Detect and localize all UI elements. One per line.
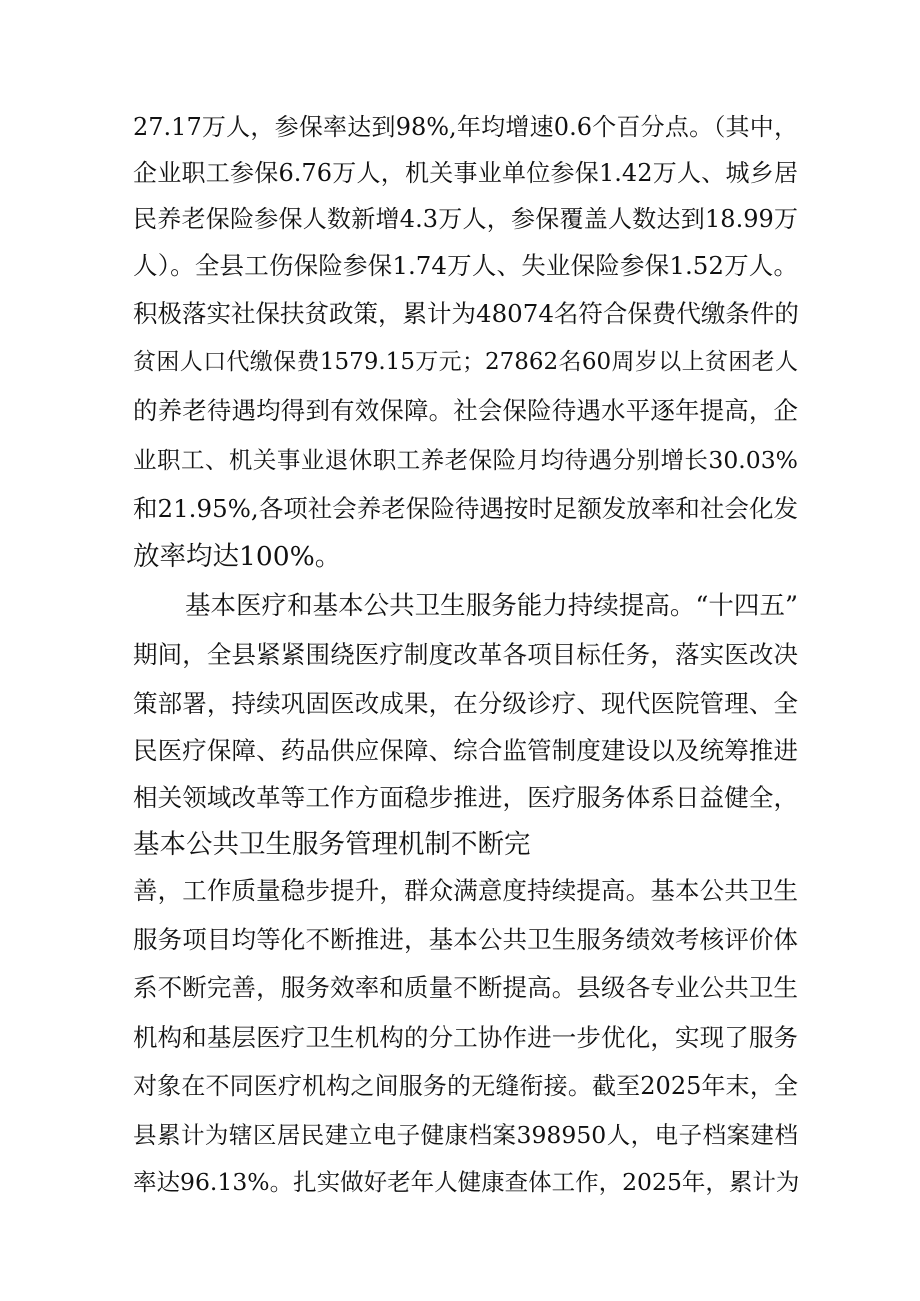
text-line: 机构和基层医疗卫生机构的分工协作进一步优化，实现了服务 xyxy=(133,1023,798,1052)
text-line: 率达96.13%。扎实做好老年人健康查体工作，2025年，累计为 xyxy=(133,1168,800,1196)
text-line: 策部署，持续巩固医改成果，在分级诊疗、现代医院管理、全 xyxy=(133,689,798,718)
text-line: 县累计为辖区居民建立电子健康档案398950人，电子档案建档 xyxy=(133,1121,798,1149)
text-line: 人）。全县工伤保险参保1.74万人、失业保险参保1.52万人。 xyxy=(133,251,798,280)
text-line: 相关领域改革等工作方面稳步推进，医疗服务体系日益健全， xyxy=(133,783,798,812)
text-line: 民养老保险参保人数新增4.3万人，参保覆盖人数达到18.99万 xyxy=(133,205,798,233)
text-line: 贫困人口代缴保费1579.15万元；27862名60周岁以上贫困老人 xyxy=(133,349,798,375)
text-line: 和21.95%,各项社会养老保险待遇按时足额发放率和社会化发 xyxy=(133,494,798,523)
text-line: 对象在不同医疗机构之间服务的无缝衔接。截至2025年末，全 xyxy=(133,1072,798,1100)
text-line: 善，工作质量稳步提升，群众满意度持续提高。基本公共卫生 xyxy=(133,876,798,905)
text-line: 期间，全县紧紧围绕医疗制度改革各项目标任务，落实医改决 xyxy=(133,640,798,669)
text-line: 的养老待遇均得到有效保障。社会保险待遇水平逐年提高，企 xyxy=(133,396,798,425)
text-line: 服务项目均等化不断推进，基本公共卫生服务绩效考核评价体 xyxy=(133,925,798,954)
paragraph-first-line: 基本医疗和基本公共卫生服务能力持续提高。“十四五” xyxy=(185,591,798,621)
text-line: 民医疗保障、药品供应保障、综合监管制度建设以及统筹推进 xyxy=(133,736,798,765)
text-line: 企业职工参保6.76万人，机关事业单位参保1.42万人、城乡居 xyxy=(133,159,798,187)
text-line: 系不断完善，服务效率和质量不断提高。县级各专业公共卫生 xyxy=(133,973,798,1002)
text-line: 积极落实社保扶贫政策，累计为48074名符合保费代缴条件的 xyxy=(133,299,799,328)
text-line: 放率均达100%。 xyxy=(133,541,342,572)
text-line: 业职工、机关事业退休职工养老保险月均待遇分别增长30.03% xyxy=(133,446,798,474)
text-line: 27.17万人，参保率达到98%,年均增速0.6个百分点。（其中， xyxy=(133,113,798,141)
text-line: 基本公共卫生服务管理机制不断完 xyxy=(133,829,531,860)
